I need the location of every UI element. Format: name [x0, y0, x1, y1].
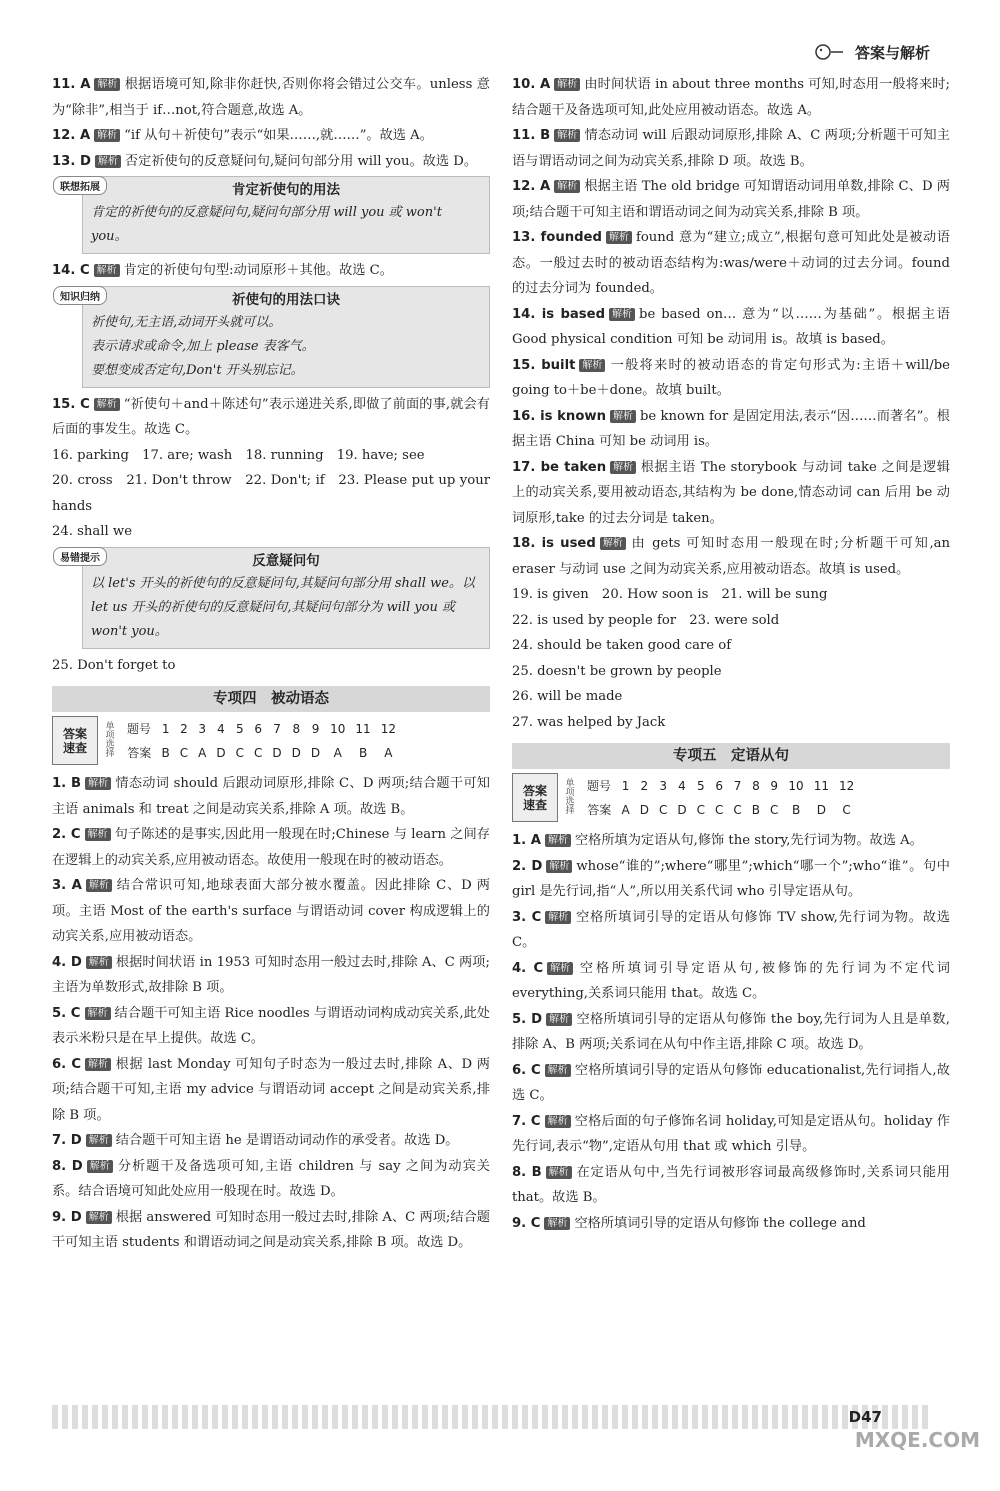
answer-line: 26. will be made [512, 689, 623, 704]
explain-tag: 解析 [545, 834, 571, 847]
answer-entry: 7. D 解析 结合题干可知主语 he 是谓语动词动作的承受者。故选 D。 [52, 1133, 459, 1148]
explain-tag: 解析 [94, 264, 120, 277]
answer-entry: 11. B 解析 情态动词 will 后跟动词原形,排除 A、C 两项;分析题干可知主语与谓语动词之间为动宾关系,排除 D 项。故选 B。 [512, 128, 950, 169]
answer-line: 16. parking 17. are; wash 18. running 19. have; see [52, 447, 425, 463]
answer-line: 19. is given 20. How soon is 21. will be sung [512, 587, 828, 602]
explain-tag: 解析 [85, 1007, 111, 1020]
answer-entry: 18. is used 解析 由 gets 可知时态用一般现在时;分析题干可知,an eraser 与动词 use 之间为动宾关系,应用被动语态。故填 is used。 [512, 536, 950, 577]
explain-tag: 解析 [554, 129, 580, 142]
explain-tag: 解析 [545, 1064, 571, 1077]
tip-box: 知识归纳 祈使句的用法口诀 祈使句,无主语,动词开头就可以。 表示请求或命令,加上 please 表客气。 要想变成否定句,Don't 开头别忘记。 [82, 286, 490, 388]
answer-line: 22. is used by people for 23. were sold [512, 612, 780, 628]
answer-entry: 11. A 解析 根据语境可知,除非你赶快,否则你将会错过公交车。unless 意为“除非”,相当于 if…not,符合题意,故选 A。 [52, 77, 490, 118]
explain-tag: 解析 [546, 860, 572, 873]
tip-title: 祈使句的用法口诀 [232, 291, 340, 308]
explain-tag: 解析 [86, 879, 112, 892]
section-title: 专项五 定语从句 [512, 743, 950, 769]
explain-tag: 解析 [94, 398, 120, 411]
tip-label: 知识归纳 [53, 286, 107, 305]
page-title: 答案与解析 [854, 43, 930, 62]
explain-tag: 解析 [610, 410, 636, 423]
tip-box: 易错提示 反意疑问句 以 let's 开头的祈使句的反意疑问句,其疑问句部分用 shall we。以 let us 开头的祈使句的反意疑问句,其疑问句部分为 will you 或 won't you。 [82, 547, 490, 649]
answer-entry: 8. D 解析 分析题干及备选项可知,主语 children 与 say 之间为动宾关系。结合语境可知此处应用一般现在时。故选 D。 [52, 1158, 490, 1199]
explain-tag: 解析 [86, 1211, 112, 1224]
explain-tag: 解析 [544, 1217, 570, 1230]
footer-band [52, 1405, 930, 1429]
answer-entry: 13. D 解析 否定祈使句的反意疑问句,疑问句部分用 will you。故选 D。 [52, 153, 478, 169]
answer-entry: 16. is known 解析 be known for 是固定用法,表示“因……而著名”。根据主语 China 可知 be 动词用 is。 [512, 408, 950, 449]
answer-entry: 9. C 解析 空格所填词引导的定语从句修饰 the college and [512, 1215, 866, 1231]
tip-title: 肯定祈使句的用法 [232, 182, 340, 198]
answer-entry: 8. B 解析 在定语从句中,当先行词被形容词最高级修饰时,关系词只能用 that。故选 B。 [512, 1164, 950, 1205]
answer-entry: 5. C 解析 结合题干可知主语 Rice noodles 与谓语动词构成动宾关系,此处表示米粉只是在早上提供。故选 C。 [52, 1005, 490, 1046]
quick-check-label: 答案速查 [53, 717, 98, 765]
explain-tag: 解析 [600, 537, 626, 550]
side-label: 单项选择 [565, 778, 575, 816]
answer-entry: 2. D 解析 whose“谁的”;where“哪里”;which“哪一个”;who“谁”。句中 girl 是先行词,指“人”,所以用关系代词 who 引导定语从句。 [512, 858, 950, 899]
answer-entry: 3. A 解析 结合常识可知,地球表面大部分被水覆盖。因此排除 C、D 两项。主语 Most of the earth's surface 与谓语动词 cover 构成逻辑上的动宾关系,应用被动语态。 [52, 878, 490, 944]
answer-line: 25. Don't forget to [52, 657, 176, 673]
explain-tag: 解析 [546, 1013, 572, 1026]
answer-entry: 6. C 解析 根据 last Monday 可知句子时态为一般过去时,排除 A、D 两项;结合题干可知,主语 my advice 与谓语动词 accept 之间是动宾关系,排除 B 项。 [52, 1056, 490, 1123]
right-column [512, 72, 950, 1236]
explain-tag: 解析 [554, 180, 580, 193]
tip-title: 反意疑问句 [252, 552, 320, 569]
explain-tag: 解析 [610, 461, 636, 474]
explain-tag: 解析 [554, 78, 580, 91]
tip-box: 联想拓展 肯定祈使句的用法 肯定的祈使句的反意疑问句,疑问句部分用 will you 或 won't you。 [82, 176, 490, 254]
answer-entry: 13. founded 解析 found 意为“建立;成立”,根据句意可知此处是被动语态。一般过去时的被动语态结构为:was/were＋动词的过去分词。found 的过去分词为 founded。 [512, 230, 950, 296]
answer-table: 答案速查 单项选择 题号 1 2 3 4 5 6 7 8 9 10 11 12 答案 A D C D C C C B C B D C [512, 773, 859, 822]
answer-entry: 6. C 解析 空格所填词引导的定语从句修饰 educationalist,先行词指人,故选 C。 [512, 1062, 950, 1103]
answer-entry: 9. D 解析 根据 answered 可知时态用一般过去时,排除 A、C 两项;结合题干可知主语 students 和谓语动词之间是动宾关系,排除 B 项。故选 D。 [52, 1209, 490, 1250]
answer-entry: 3. C 解析 空格所填词引导的定语从句修饰 TV show,先行词为物。故选 C。 [512, 909, 950, 950]
watermark: MXQE.COM [854, 1428, 980, 1452]
explain-tag: 解析 [86, 956, 112, 969]
explain-tag: 解析 [609, 308, 635, 321]
answer-entry: 4. D 解析 根据时间状语 in 1953 可知时态用一般过去时,排除 A、C 两项;主语为单数形式,故排除 B 项。 [52, 954, 490, 995]
quick-check-label: 答案速查 [513, 774, 558, 822]
answer-entry: 1. A 解析 空格所填为定语从句,修饰 the story,先行词为物。故选 A。 [512, 833, 923, 848]
explain-tag: 解析 [85, 828, 111, 841]
section-title: 专项四 被动语态 [52, 686, 490, 712]
answer-table: 答案速查 单项选择 题号 1 2 3 4 5 6 7 8 9 10 11 12 答案 B C A D C C D D D A B A [52, 716, 401, 765]
explain-tag: 解析 [86, 1134, 112, 1147]
answer-entry: 15. C 解析 “祈使句＋and＋陈述句”表示递进关系,即做了前面的事,就会有后面的事发生。故选 C。 [52, 396, 490, 437]
answer-line: 24. should be taken good care of [512, 638, 732, 653]
answer-entry: 4. C 解析 空格所填词引导定语从句,被修饰的先行词为不定代词 everything,关系词只能用 that。故选 C。 [512, 960, 950, 1001]
answer-entry: 2. C 解析 句子陈述的是事实,因此用一般现在时;Chinese 与 learn 之间存在逻辑上的动宾关系,应用被动语态。故使用一般现在时的被动语态。 [52, 827, 490, 868]
side-label: 单项选择 [105, 721, 115, 759]
explain-tag: 解析 [87, 1160, 113, 1173]
answer-entry: 1. B 解析 情态动词 should 后跟动词原形,排除 C、D 两项;结合题干可知主语 animals 和 treat 之间是动宾关系,排除 A 项。故选 B。 [52, 776, 490, 817]
explain-tag: 解析 [546, 1166, 572, 1179]
answer-entry: 14. is based 解析 be based on… 意为“以……为基础”。根据主语 Good physical condition 可知 be 动词用 is。故填 is based。 [512, 306, 950, 347]
explain-tag: 解析 [547, 962, 573, 975]
explain-tag: 解析 [94, 129, 120, 142]
answer-entry: 14. C 解析 肯定的祈使句句型:动词原形＋其他。故选 C。 [52, 263, 393, 278]
answer-line: 20. cross 21. Don't throw 22. Don't; if 23. Please put up your hands [52, 473, 490, 514]
left-column [52, 72, 490, 1256]
page-number: D47 [848, 1408, 882, 1426]
answer-entry: 7. C 解析 空格后面的句子修饰名词 holiday,可知是定语从句。holiday 作先行词,表示“物”,定语从句用 that 或 which 引导。 [512, 1113, 950, 1154]
answer-entry: 10. A 解析 由时间状语 in about three months 可知,时态用一般将来时;结合题干及备选项可知,此处应用被动语态。故选 A。 [512, 77, 950, 118]
explain-tag: 解析 [545, 911, 571, 924]
tip-label: 联想拓展 [53, 176, 107, 195]
answer-line: 27. was helped by Jack [512, 714, 666, 730]
answer-line: 25. doesn't be grown by people [512, 663, 722, 679]
explain-tag: 解析 [579, 359, 605, 372]
explain-tag: 解析 [95, 155, 121, 168]
answer-entry: 12. A 解析 “if 从句＋祈使句”表示“如果……,就……”。故选 A。 [52, 128, 433, 143]
answer-entry: 17. be taken 解析 根据主语 The storybook 与动词 take 之间是逻辑上的动宾关系,要用被动语态,其结构为 be done,情态动词 can 后用 be 动词原形,take 的过去分词是 taken。 [512, 459, 950, 526]
explain-tag: 解析 [545, 1115, 571, 1128]
answer-entry: 12. A 解析 根据主语 The old bridge 可知谓语动词用单数,排除 C、D 两项;结合题干可知主语和谓语动词之间为动宾关系,排除 B 项。 [512, 179, 950, 220]
answer-entry: 5. D 解析 空格所填词引导的定语从句修饰 the boy,先行词为人且是单数,排除 A、B 两项;关系词在从句中作主语,排除 C 项。故选 D。 [512, 1011, 950, 1052]
explain-tag: 解析 [85, 1058, 111, 1071]
explain-tag: 解析 [606, 231, 632, 244]
tip-label: 易错提示 [53, 547, 107, 566]
page-header [813, 40, 930, 64]
answer-entry: 15. built 解析 一般将来时的被动语态的肯定句形式为:主语＋will/be going to＋be＋done。故填 built。 [512, 357, 950, 398]
explain-tag: 解析 [85, 777, 111, 790]
answer-line: 24. shall we [52, 524, 133, 539]
mascot-icon [813, 40, 847, 64]
explain-tag: 解析 [94, 78, 120, 91]
